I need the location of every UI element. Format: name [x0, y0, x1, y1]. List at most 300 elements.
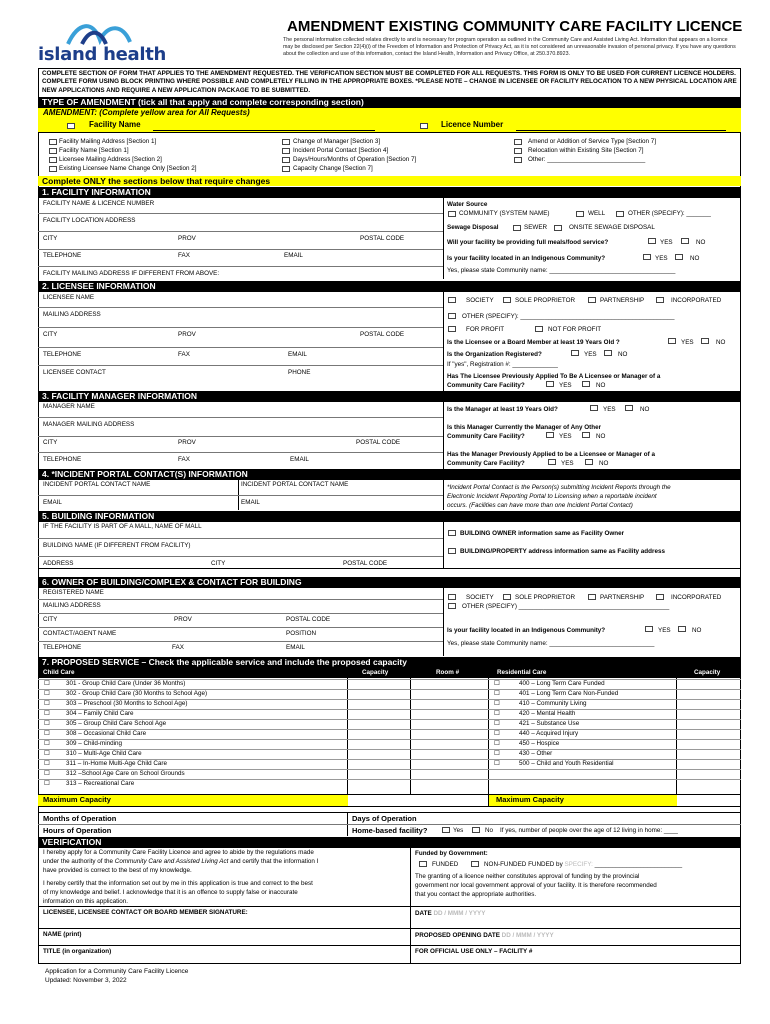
home-no-label: No	[485, 827, 494, 834]
amend-checkbox[interactable]	[514, 148, 522, 154]
s2-other-label[interactable]: OTHER (SPECIFY): ____________________________________________	[462, 313, 675, 320]
verify-p1a: I hereby apply for a Community Care Facility Licence and agree to abide by the regulations made	[43, 849, 314, 856]
onsite-checkbox[interactable]	[554, 225, 562, 231]
nonfunded-checkbox[interactable]	[471, 861, 479, 867]
s3-curr-no-label: NO	[596, 433, 606, 440]
divider	[38, 627, 443, 628]
s6-indig-no-label: NO	[692, 627, 702, 634]
s2-incorporated-label: INCORPORATED	[671, 297, 722, 304]
max-capacity-label: Maximum Capacity	[43, 795, 111, 804]
divider	[38, 365, 443, 366]
s6-position-label: POSITION	[286, 630, 317, 637]
s3-age-yes-checkbox[interactable]	[590, 405, 598, 411]
indig-no-label: NO	[690, 255, 700, 262]
divider	[38, 906, 741, 907]
meals-no-label: NO	[696, 239, 706, 246]
s2-city-label: CITY	[43, 331, 58, 338]
indig-no-checkbox[interactable]	[675, 254, 683, 260]
divider	[38, 327, 443, 328]
divider	[38, 538, 443, 539]
divider	[443, 292, 444, 391]
child-service: 302 - Group Child Care (30 Months to School Age)	[66, 690, 208, 697]
child-service: 308 – Occasional Child Care	[66, 730, 147, 737]
res-checkbox[interactable]: ☐	[494, 750, 500, 757]
s3-prev-yes-checkbox[interactable]	[548, 459, 556, 465]
official-use-label: FOR OFFICIAL USE ONLY – FACILITY #	[415, 948, 533, 955]
s6-city-label: CITY	[43, 616, 58, 623]
s4-email2-label: EMAIL	[241, 499, 260, 506]
amend-option: Existing Licensee Name Change Only [Section 2]	[59, 165, 197, 172]
section4-bar: 4. *INCIDENT PORTAL CONTACT(S) INFORMATION	[38, 469, 741, 480]
footer	[45, 968, 188, 985]
funded-label: FUNDED	[432, 861, 459, 868]
child-checkbox[interactable]: ☐	[44, 680, 50, 687]
divider	[38, 806, 741, 807]
divider	[38, 613, 443, 614]
s2-reg-no-checkbox[interactable]	[604, 350, 612, 356]
s3-curr-no-checkbox[interactable]	[582, 432, 590, 438]
s6-indigenous-question: Is your facility located in an Indigenous Community?	[447, 627, 606, 634]
verify-p2b: of my knowledge and belief. I acknowledge that it is an offence to supply false or inaccurate	[43, 889, 298, 896]
amend-checkbox[interactable]	[282, 148, 290, 154]
s2-board-yes-label: YES	[681, 339, 694, 346]
child-checkbox[interactable]: ☐	[44, 690, 50, 697]
s1-prov-label: PROV	[178, 235, 196, 242]
s3-prev-no-checkbox[interactable]	[585, 459, 593, 465]
child-checkbox[interactable]: ☐	[44, 740, 50, 747]
water-well-checkbox[interactable]	[576, 211, 584, 217]
section5-bar: 5. BUILDING INFORMATION	[38, 511, 741, 522]
s6-incorporated-checkbox[interactable]	[656, 594, 664, 600]
divider	[38, 452, 443, 453]
s3-mailing-label: MANAGER MAILING ADDRESS	[43, 421, 135, 428]
verify-p1b-pre: under the authority of the	[43, 858, 115, 865]
amendment-sub: AMENDMENT: (Complete yellow area for All Requests)	[43, 108, 250, 117]
verify-p1c: have provided is correct to the best of my knowledge.	[43, 867, 192, 874]
s3-age-no-checkbox[interactable]	[625, 405, 633, 411]
s5-property-same-label: BUILDING/PROPERTY address information same as Facility address	[460, 548, 665, 555]
funded-by-label: Funded by Government:	[415, 850, 488, 857]
footer-line-1: Application for a Community Care Facility Licence	[45, 968, 189, 975]
licence-number-line[interactable]	[516, 130, 726, 131]
meals-no-checkbox[interactable]	[681, 238, 689, 244]
s2-reg-no-label: NO	[618, 351, 628, 358]
amend-checkbox[interactable]	[49, 139, 57, 145]
s1-fax-label: FAX	[178, 252, 190, 259]
s2-notprofit-label: NOT FOR PROFIT	[548, 326, 602, 333]
verify-p1b	[43, 858, 318, 866]
verify-p2a: I hereby certify that the information set out by me in this application is true and correct to the best	[43, 880, 313, 887]
s2-sole-label: SOLE PROPRIETOR	[515, 297, 576, 304]
home-yes-label: Yes	[453, 827, 464, 834]
name-print-label[interactable]: NAME (print)	[43, 931, 82, 938]
table-row	[38, 749, 741, 759]
s1-city-label: CITY	[43, 235, 58, 242]
divider	[38, 132, 741, 133]
amend-option: Incident Portal Contact [Section 4]	[293, 147, 389, 154]
child-checkbox[interactable]: ☐	[44, 730, 50, 737]
s6-society-checkbox[interactable]	[448, 594, 456, 600]
onsite-label: ONSITE SEWAGE DISPOSAL	[569, 224, 655, 231]
max-capacity2-label: Maximum Capacity	[496, 795, 564, 804]
res-service: 430 – Other	[519, 750, 553, 757]
facility-name-line[interactable]	[153, 130, 375, 131]
res-service: 450 – Hospice	[519, 740, 560, 747]
water-other-label: OTHER (SPECIFY): _______	[628, 210, 711, 217]
grant-text-2: government nor local government approval of your facility. It is therefore recommended	[415, 882, 657, 889]
s6-society-label: SOCIETY	[466, 594, 494, 601]
child-checkbox[interactable]: ☐	[44, 770, 50, 777]
opening-date-label[interactable]	[415, 932, 554, 940]
child-service: 310 – Multi-Age Child Care	[66, 750, 142, 757]
divider	[38, 436, 443, 437]
s2-registered-question: Is the Organization Registered?	[447, 351, 542, 358]
document-title: AMENDMENT EXISTING COMMUNITY CARE FACILITY LICENCE	[287, 18, 743, 35]
s3-prov-label: PROV	[178, 439, 196, 446]
divider	[443, 198, 444, 279]
divider	[38, 213, 443, 214]
water-community-checkbox[interactable]	[448, 211, 456, 217]
s2-board-no-checkbox[interactable]	[701, 338, 709, 344]
amend-option: Facility Name [Section 1]	[59, 147, 129, 154]
s2-fax-label: FAX	[178, 351, 190, 358]
s2-tel-label: TELEPHONE	[43, 351, 82, 358]
s2-board-yes-checkbox[interactable]	[668, 338, 676, 344]
amend-option: Licensee Mailing Address [Section 2]	[59, 156, 162, 163]
privacy-intro: The personal information collected relates directly to and is necessary for program operation as outlined in the Community Care and Assisted Living Act. Information that appears on a licence may be disclosed per Section 22(4)(i) of the Freedom of Information and Protection of Privacy Act, as it is not considered an unreasonable invasion of personal privacy. If you have any questions about the collection and use of this information, contact the Island Health, Information and Privacy Office, at 250.370.8923.	[283, 37, 736, 58]
child-checkbox[interactable]: ☐	[44, 750, 50, 757]
divider	[38, 347, 443, 348]
child-service: 309 – Child-minding	[66, 740, 123, 747]
hours-label: Hours of Operation	[43, 826, 112, 835]
s2-prov-label: PROV	[178, 331, 196, 338]
s4-note-3: occurs. (Facilities can have more than one Incident Portal Contact)	[447, 502, 633, 509]
s2-society-checkbox[interactable]	[448, 297, 456, 303]
home-no-checkbox[interactable]	[472, 827, 480, 833]
divider	[38, 599, 443, 600]
s6-name-label: REGISTERED NAME	[43, 589, 104, 596]
amend-option: Other: ____________________________	[528, 156, 646, 163]
licence-number-checkbox[interactable]	[420, 123, 428, 129]
child-service: 313 – Recreational Care	[66, 780, 135, 787]
child-checkbox[interactable]: ☐	[44, 780, 50, 787]
verify-p1b-post: and certify that the information I	[228, 858, 319, 865]
divider	[38, 249, 443, 250]
child-service: 301 - Group Child Care (Under 36 Months)	[66, 680, 186, 687]
water-source-label: Water Source	[447, 201, 488, 208]
divider	[443, 480, 444, 510]
divider	[38, 231, 443, 232]
s3-name-label: MANAGER NAME	[43, 403, 95, 410]
s1-tel-label: TELEPHONE	[43, 252, 82, 259]
title-label[interactable]: TITLE (in organization)	[43, 948, 112, 955]
s5-postal-label: POSTAL CODE	[343, 560, 388, 567]
amend-option: Amend or Addition of Service Type [Section 7]	[528, 138, 656, 145]
divider	[38, 794, 741, 795]
s3-age-yes-label: YES	[603, 406, 616, 413]
s6-other-checkbox[interactable]	[448, 603, 456, 609]
s4-name2-label: INCIDENT PORTAL CONTACT NAME	[241, 481, 349, 488]
indig-yes-label: YES	[655, 255, 668, 262]
res-service: 400 – Long Term Care Funded	[519, 680, 605, 687]
amend-checkbox[interactable]	[282, 166, 290, 172]
s2-other-checkbox[interactable]	[448, 313, 456, 319]
section2-bar: 2. LICENSEE INFORMATION	[38, 281, 741, 292]
footer-line-2: Updated: November 3, 2022	[45, 976, 127, 984]
section6-bar: 6. OWNER OF BUILDING/COMPLEX & CONTACT FOR BUILDING	[38, 577, 741, 588]
res-checkbox[interactable]: ☐	[494, 720, 500, 727]
nonfunded-text: NON-FUNDED FUNDED by	[484, 861, 563, 868]
s3-prev-yes-label: YES	[561, 460, 574, 467]
s3-age-no-label: NO	[640, 406, 650, 413]
verification-bar: VERIFICATION	[38, 837, 741, 848]
s2-email-label: EMAIL	[288, 351, 307, 358]
s7-room-header: Room #	[436, 669, 460, 676]
divider	[443, 522, 444, 568]
s3-tel-label: TELEPHONE	[43, 456, 82, 463]
amend-checkbox[interactable]	[282, 139, 290, 145]
funded-checkbox[interactable]	[419, 861, 427, 867]
divider	[38, 945, 741, 946]
s2-prev-no-label: NO	[596, 382, 606, 389]
indig-yes-checkbox[interactable]	[643, 254, 651, 260]
section3-bar: 3. FACILITY MANAGER INFORMATION	[38, 391, 741, 402]
s4-name-label: INCIDENT PORTAL CONTACT NAME	[43, 481, 151, 488]
s3-curr-yes-checkbox[interactable]	[546, 432, 554, 438]
verify-p1b-italic: Community Care and Assisted Living Act	[114, 858, 229, 865]
divider	[38, 641, 443, 642]
meals-yes-label: YES	[660, 239, 673, 246]
divider	[38, 568, 741, 569]
divider	[38, 266, 443, 267]
s4-note-1: *Incident Portal Contact is the Person(s) submitting Incident Reports through the	[447, 484, 671, 491]
divider	[38, 556, 443, 557]
meals-question: Will your facility be providing full meals/food service?	[447, 239, 609, 246]
s3-currently-question: Is this Manager Currently the Manager of Any Other	[447, 424, 602, 431]
s6-sole-checkbox[interactable]	[503, 594, 511, 600]
s4-email-label: EMAIL	[43, 499, 62, 506]
indig-state[interactable]: Yes, please state Community name: ____________________________________	[447, 267, 676, 274]
s2-partnership-checkbox[interactable]	[588, 297, 596, 303]
s6-partnership-label: PARTNERSHIP	[600, 594, 645, 601]
s4-note-2: Electronic Incident Reporting Portal to Licensing when a reportable incident	[447, 493, 657, 500]
divider	[38, 928, 741, 929]
s7-residential-header: Residential Care	[497, 669, 547, 676]
grant-text-3: that you contact the appropriate authorities.	[415, 891, 537, 898]
divider	[38, 495, 443, 496]
amend-checkbox[interactable]	[282, 157, 290, 163]
table-row	[38, 709, 741, 719]
s3-fax-label: FAX	[178, 456, 190, 463]
s3-previously-question-2: Community Care Facility?	[447, 460, 525, 467]
complete-only-label: Complete ONLY the sections below that require changes	[42, 176, 271, 186]
sewer-label: SEWER	[524, 224, 548, 231]
s2-forprofit-label: FOR PROFIT	[466, 326, 505, 333]
s7-childcare-header: Child Care	[43, 669, 75, 676]
s6-indig-yes-checkbox[interactable]	[645, 626, 653, 632]
licence-number-label: Licence Number	[441, 120, 504, 129]
home-yes-checkbox[interactable]	[442, 827, 450, 833]
sewage-label: Sewage Disposal	[447, 224, 499, 231]
verify-p2c: information on this application.	[43, 898, 129, 905]
res-checkbox[interactable]: ☐	[494, 740, 500, 747]
s5-owner-same-label: BUILDING OWNER information same as Facility Owner	[460, 530, 625, 537]
date-placeholder: DD / MMM / YYYY	[433, 910, 486, 917]
s1-email-label: EMAIL	[284, 252, 303, 259]
table-row	[38, 739, 741, 749]
s6-email-label: EMAIL	[286, 644, 305, 651]
days-label: Days of Operation	[352, 814, 417, 823]
s6-tel-label: TELEPHONE	[43, 644, 82, 651]
s3-previously-question: Has the Manager Previously Applied to be a Licensee or Manager of a	[447, 451, 655, 458]
s3-currently-question-2: Community Care Facility?	[447, 433, 525, 440]
s1-location-label: FACILITY LOCATION ADDRESS	[43, 217, 136, 224]
s5-bname-label: BUILDING NAME (IF DIFFERENT FROM FACILITY)	[43, 542, 191, 549]
s2-prev-yes-label: YES	[559, 382, 572, 389]
res-checkbox[interactable]: ☐	[494, 680, 500, 687]
res-service: 420 – Mental Health	[519, 710, 576, 717]
res-service: 410 – Community Living	[519, 700, 587, 707]
table-row	[38, 779, 741, 789]
s2-previously-question: Has The Licensee Previously Applied To Be A Licensee or Manager of a	[447, 373, 661, 380]
indigenous-question: Is your facility located in an Indigenous Community?	[447, 255, 606, 262]
amend-option: Change of Manager [Section 3]	[293, 138, 381, 145]
divider	[38, 417, 443, 418]
s5-mall-label: IF THE FACILITY IS PART OF A MALL, NAME OF MALL	[43, 523, 202, 530]
s5-property-same-checkbox[interactable]	[448, 548, 456, 554]
divider	[38, 824, 741, 825]
s7-capacity-header: Capacity	[362, 669, 389, 676]
section1-bar: 1. FACILITY INFORMATION	[38, 187, 741, 198]
s7-header-row	[38, 668, 741, 678]
specify-line: _________________________	[594, 861, 683, 868]
child-service: 311 – In-Home Multi-Age Child Care	[66, 760, 168, 767]
divider	[443, 402, 444, 469]
s3-email-label: EMAIL	[290, 456, 309, 463]
s6-fax-label: FAX	[172, 644, 184, 651]
opening-placeholder: DD / MMM / YYYY	[501, 932, 554, 939]
facility-name-checkbox[interactable]	[67, 123, 75, 129]
res-service: 401 – Long Term Care Non-Funded	[519, 690, 619, 697]
s2-postal-label: POSTAL CODE	[360, 331, 405, 338]
amend-checkbox[interactable]	[49, 166, 57, 172]
child-service: 305 – Group Child Care School Age	[66, 720, 167, 727]
s2-prev-no-checkbox[interactable]	[582, 381, 590, 387]
nonfunded-label	[484, 861, 682, 869]
s1-postal-label: POSTAL CODE	[360, 235, 405, 242]
s2-contact-label: LICENSEE CONTACT	[43, 369, 106, 376]
res-checkbox[interactable]: ☐	[494, 760, 500, 767]
s6-partnership-checkbox[interactable]	[588, 594, 596, 600]
s2-board-question: Is the Licensee or a Board Member at least 19 Years Old ?	[447, 339, 620, 346]
s2-sole-checkbox[interactable]	[503, 297, 511, 303]
s6-indig-no-checkbox[interactable]	[678, 626, 686, 632]
divider	[38, 812, 741, 813]
s1-mailing-label: FACILITY MAILING ADDRESS IF DIFFERENT FROM ABOVE:	[43, 270, 220, 277]
s2-reg-yes-checkbox[interactable]	[571, 350, 579, 356]
s2-previously-question-2: Community Care Facility?	[447, 382, 525, 389]
date-label[interactable]	[415, 910, 485, 918]
res-service: 440 – Acquired Injury	[519, 730, 579, 737]
s3-curr-yes-label: YES	[559, 433, 572, 440]
res-service: 500 – Child and Youth Residential	[519, 760, 614, 767]
section7-bar: 7. PROPOSED SERVICE – Check the applicable service and include the proposed capacity	[38, 657, 741, 668]
child-checkbox[interactable]: ☐	[44, 760, 50, 767]
res-checkbox[interactable]: ☐	[494, 730, 500, 737]
s2-partnership-label: PARTNERSHIP	[600, 297, 645, 304]
s2-incorporated-checkbox[interactable]	[656, 297, 664, 303]
specify-text: SPECIFY:	[564, 861, 593, 868]
s3-age-question: Is the Manager at least 19 Years Old?	[447, 406, 558, 413]
amend-checkbox[interactable]	[514, 157, 522, 163]
child-service: 304 – Family Child Care	[66, 710, 134, 717]
s2-mailing-label: MAILING ADDRESS	[43, 311, 101, 318]
s5-city-label: CITY	[211, 560, 226, 567]
amend-option: Days/Hours/Months of Operation [Section 7]	[293, 156, 417, 163]
child-service: 303 – Preschool (30 Months to School Age)	[66, 700, 188, 707]
s5-owner-same-checkbox[interactable]	[448, 530, 456, 536]
date-text: DATE	[415, 910, 432, 917]
water-other-checkbox[interactable]	[616, 211, 624, 217]
amend-option: Facility Mailing Address [Section 1]	[59, 138, 157, 145]
s3-postal-label: POSTAL CODE	[356, 439, 401, 446]
res-checkbox[interactable]: ☐	[494, 710, 500, 717]
meals-yes-checkbox[interactable]	[648, 238, 656, 244]
s7-capacity2-header: Capacity	[694, 669, 721, 676]
amend-checkbox[interactable]	[514, 139, 522, 145]
amend-option: Relocation within Existing Site [Section 7]	[528, 147, 644, 154]
water-community-label: COMMUNITY (SYSTEM NAME)	[459, 210, 550, 217]
s2-board-no-label: NO	[716, 339, 726, 346]
child-service: 312 –School Age Care on School Grounds	[66, 770, 185, 777]
divider	[443, 588, 444, 656]
s6-incorporated-label: INCORPORATED	[671, 594, 722, 601]
grant-text-1: The granting of a licence neither constitutes approval of funding by the provincial	[415, 873, 640, 880]
s2-prev-yes-checkbox[interactable]	[546, 381, 554, 387]
opening-text: PROPOSED OPENING DATE	[415, 932, 500, 939]
res-checkbox[interactable]: ☐	[494, 690, 500, 697]
s2-registration-number[interactable]: If "yes", Registration #: _____________	[447, 361, 558, 368]
facility-name-label: Facility Name	[89, 120, 141, 129]
instructions-note: COMPLETE SECTION OF FORM THAT APPLIES TO THE AMENDMENT REQUESTED. THE VERIFICATION SECTION MUST BE COMPLETED FOR ALL REQUESTS. THIS FORM IS ONLY TO BE USED FOR CURRENT LICENCE HOLDERS. COMPLETE FORM USING BLOCK PRINTING WHERE POSSIBLE AND COMPLETELY FILLING IN THE APPROPRIATE BOXES. *PLEASE NOTE – CHANGE IN LICENSEE OR FACILITY RELOCATION TO A NEW PHYSICAL LOCATION ARE NEW APPLICATIONS AND REQUIRE A NEW APPLICATION PACKAGE TO BE SUBMITTED.	[42, 70, 737, 94]
amendment-bar: TYPE OF AMENDMENT (tick all that apply and complete corresponding section)	[38, 97, 741, 108]
s2-notprofit-checkbox[interactable]	[535, 326, 543, 332]
s2-forprofit-checkbox[interactable]	[448, 326, 456, 332]
s5-address-label: ADDRESS	[43, 560, 74, 567]
amend-checkbox[interactable]	[49, 148, 57, 154]
amend-checkbox[interactable]	[49, 157, 57, 163]
s2-reg-yes-label: YES	[584, 351, 597, 358]
s6-sole-label: SOLE PROPRIETOR	[515, 594, 576, 601]
logo-text: island health	[38, 44, 167, 65]
child-checkbox[interactable]: ☐	[44, 710, 50, 717]
sewer-checkbox[interactable]	[513, 225, 521, 231]
s3-city-label: CITY	[43, 439, 58, 446]
signature-label[interactable]: LICENSEE, LICENSEE CONTACT OR BOARD MEMBER SIGNATURE:	[43, 909, 248, 916]
s6-other-label[interactable]: OTHER (SPECIFY) ___________________________________________	[462, 603, 670, 610]
res-service: 421 – Substance Use	[519, 720, 580, 727]
s6-prov-label: PROV	[174, 616, 192, 623]
home-ifyes[interactable]: If yes, number of people over the age of 12 living in home: ____	[500, 827, 678, 834]
home-label: Home-based facility?	[352, 826, 428, 835]
res-checkbox[interactable]: ☐	[494, 700, 500, 707]
child-checkbox[interactable]: ☐	[44, 700, 50, 707]
s6-agent-label: CONTACT/AGENT NAME	[43, 630, 117, 637]
s6-indig-state[interactable]: Yes, please state Community name: ______________________________	[447, 640, 655, 647]
s2-society-label: SOCIETY	[466, 297, 494, 304]
child-checkbox[interactable]: ☐	[44, 720, 50, 727]
months-label: Months of Operation	[43, 814, 117, 823]
